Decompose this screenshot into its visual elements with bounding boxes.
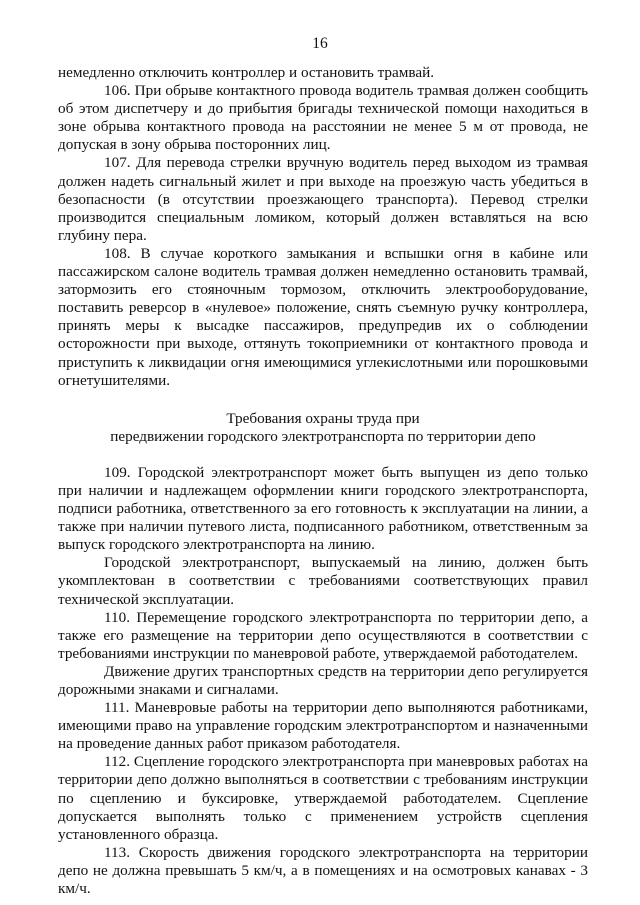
paragraph-110: 110. Перемещение городского электротранспорта по территории депо, а также его размещение на территории депо осуществляются в соответствии с требованиями инструкции по маневровой работе, утверждаемой работодателем. bbox=[58, 608, 588, 662]
paragraph-109-continued: Городской электротранспорт, выпускаемый на линию, должен быть укомплектован в соответствии с требованиями соответствующих правил технической эксплуатации. bbox=[58, 554, 588, 608]
paragraph-106: 106. При обрыве контактного провода водитель трамвая должен сообщить об этом диспетчеру и до прибытия бригады технической помощи находиться в зоне обрыва контактного провода на расстоянии не менее 5 м от провода, не допуская в зону обрыва посторонних лиц. bbox=[58, 82, 588, 154]
spacer bbox=[58, 390, 588, 410]
paragraph-108: 108. В случае короткого замыкания и вспышки огня в кабине или пассажирском салоне водитель трамвая должен немедленно остановить трамвай, затормозить его стояночным тормозом, отключить электрооборудование, поставить реверсор в «нулевое» положение, снять съемную ручку контроллера, принять меры к высадке пассажиров, предупредив их о соблюдении осторожности при выходе, оттянуть токоприемники от контактного провода и приступить к ликвидации огня имеющимися углекислотными или порошковыми огнетушителями. bbox=[58, 244, 588, 389]
paragraph-112: 112. Сцепление городского электротранспорта при маневровых работах на территории депо должно выполняться в соответствии с требованиям инструкции по сцеплению и буксировке, утверждаемой работодателем. Сцепление допускается выполнять только с применением устройств сцепления установленного образца. bbox=[58, 753, 588, 843]
section-heading-line-2: передвижении городского электротранспорта по территории депо bbox=[110, 427, 536, 445]
paragraph-111: 111. Маневровые работы на территории депо выполняются работниками, имеющими право на управление городским электротранспортом и назначенными на проведение данных работ приказом работодателя. bbox=[58, 699, 588, 753]
page-number: 16 bbox=[312, 35, 328, 52]
paragraph-110-continued: Движение других транспортных средств на территории депо регулируется дорожными знаками и сигналами. bbox=[58, 662, 588, 698]
paragraph-109: 109. Городской электротранспорт может быть выпущен из депо только при наличии и надлежащем оформлении книги городского электротранспорта, подписи работника, ответственного за его готовность к эксплуатации на линии, а также при наличии путевого листа, подписанного работником, ответственным за выпуск городского электротранспорта на линию. bbox=[58, 463, 588, 554]
section-heading-line-1: Требования охраны труда при bbox=[226, 409, 420, 427]
paragraph-107: 107. Для перевода стрелки вручную водитель перед выходом из трамвая должен надеть сигнальный жилет и при выходе на проезжую часть убедиться в безопасности (в отсутствии проезжающего транспорта). Перевод стрелки производится специальным ломиком, который должен вставляться на всю глубину пера. bbox=[58, 154, 588, 244]
document-body bbox=[58, 64, 588, 898]
section-heading bbox=[58, 410, 588, 446]
paragraph-continuation: немедленно отключить контроллер и остановить трамвай. bbox=[58, 64, 435, 81]
spacer bbox=[58, 446, 588, 464]
paragraph-113: 113. Скорость движения городского электротранспорта на территории депо не должна превышать 5 км/ч, а в помещениях и на осмотровых канавах - 3 км/ч. bbox=[58, 843, 588, 898]
